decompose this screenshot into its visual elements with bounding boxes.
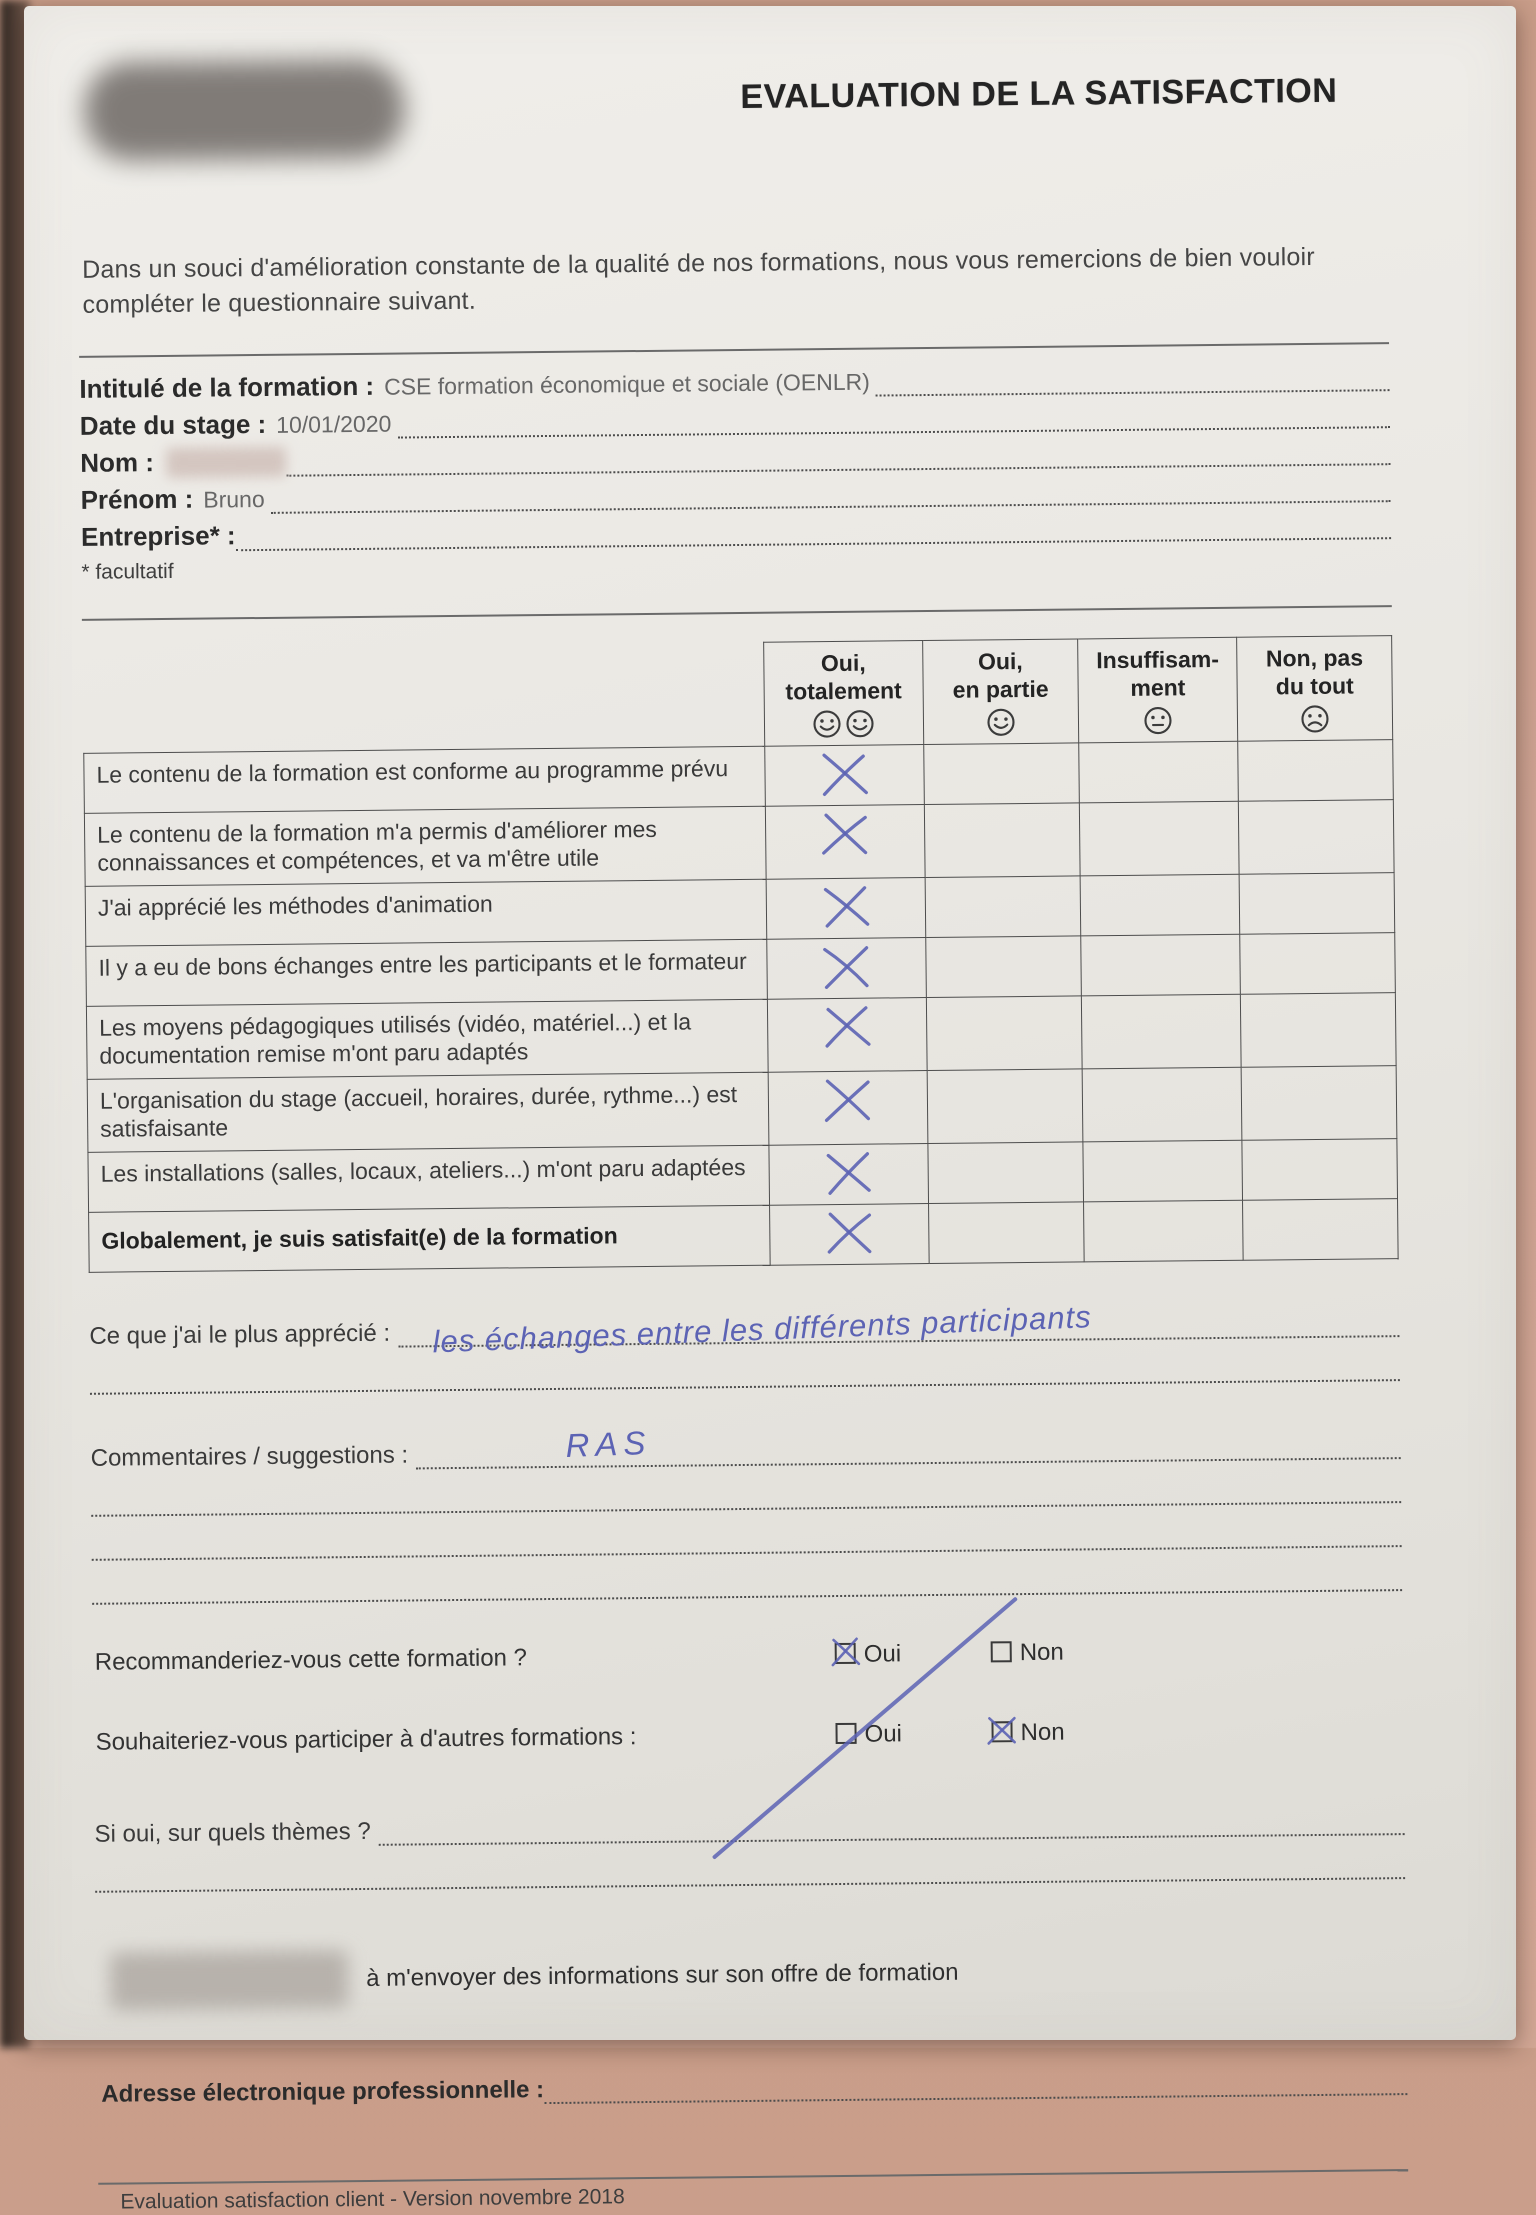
dotted-line: [235, 507, 1391, 551]
dotted-line: [544, 2064, 1407, 2105]
x-mark: [822, 1210, 876, 1257]
dotted-line: [398, 1299, 1400, 1360]
neutral-face-icon: [1143, 706, 1173, 736]
intro-text: Dans un souci d'amélioration constante de la qualité de nos formations, nous vous remercions de bien vouloir compléter le questionnaire suivant.: [82, 242, 1315, 319]
identity-fields: [79, 354, 1391, 585]
question-label: Souhaiteriez-vous participer à d'autres formations :: [95, 1723, 637, 1757]
answer-cell: [1084, 1201, 1244, 1263]
column-label: en partie: [952, 675, 1049, 703]
x-mark: [819, 884, 873, 931]
redacted-company-name: [110, 1951, 349, 2011]
column-label: du tout: [1275, 672, 1354, 699]
field-label: Prénom :: [80, 483, 194, 515]
column-label: Oui,: [820, 649, 866, 677]
question-text: L'organisation du stage (accueil, horaires, durée, rythme...) est satisfaisante: [87, 1073, 769, 1153]
column-label: ment: [1130, 673, 1186, 701]
answer-cell: [1081, 935, 1241, 997]
appreciated-label: Ce que j'ai le plus apprécié :: [89, 1320, 391, 1351]
answer-cell-checked: [768, 1071, 927, 1146]
comments-label: Commentaires / suggestions :: [90, 1441, 409, 1473]
column-oui-totalement: [764, 641, 924, 747]
double-smile-icon: [812, 709, 842, 739]
answer-cell: [928, 1142, 1084, 1204]
question-text: Le contenu de la formation m'a permis d'améliorer mes connaissances et compétences, et va m'être utile: [84, 806, 766, 886]
option-label: Oui: [864, 1720, 903, 1749]
header-spacer: [83, 642, 765, 753]
column-non-pas-du-tout: [1237, 636, 1393, 742]
consent-text: à m'envoyer des informations sur son offre de formation: [365, 1959, 959, 1993]
field-value: Bruno: [203, 485, 265, 513]
column-oui-en-partie: [922, 639, 1078, 745]
table-row: [89, 1199, 1399, 1273]
x-mark: [820, 1004, 874, 1051]
dotted-line: [92, 1534, 1402, 1562]
email-label: Adresse électronique professionnelle :: [101, 2076, 545, 2109]
x-mark: [817, 751, 871, 798]
table-header-row: [83, 636, 1393, 754]
answer-cell: [924, 803, 1080, 878]
email-row: [97, 2064, 1407, 2110]
question-other-trainings: [93, 1716, 1403, 1766]
x-mark: [828, 1636, 864, 1668]
answer-cell: [928, 1202, 1084, 1264]
answer-cell: [924, 743, 1080, 805]
smile-icon: [986, 707, 1016, 737]
divider: [82, 605, 1392, 621]
answer-cell: [1083, 1141, 1243, 1203]
option-non-checked: [991, 1719, 1064, 1748]
column-label: Non, pas: [1265, 644, 1364, 672]
facultatif-note: * facultatif: [81, 559, 174, 584]
answer-cell: [1082, 995, 1242, 1070]
dotted-line: [876, 359, 1390, 396]
answer-cell: [1243, 1199, 1398, 1261]
consent-row: [96, 1934, 1407, 2018]
column-label: Insuffisam-: [1096, 645, 1220, 674]
appreciated-row: [89, 1299, 1399, 1360]
field-label: Date du stage :: [79, 408, 267, 441]
column-label: totalement: [785, 676, 902, 705]
answer-cell-checked: [765, 805, 924, 880]
field-label: Intitulé de la formation :: [79, 370, 375, 404]
x-mark: [984, 1715, 1020, 1747]
option-label: Non: [1020, 1719, 1065, 1747]
question-text: J'ai apprécié les méthodes d'animation: [85, 879, 767, 946]
answer-cell: [926, 936, 1082, 998]
table-row: [87, 1066, 1397, 1153]
table-row: [86, 993, 1396, 1080]
dotted-line: [90, 1368, 1400, 1396]
frown-icon: [1300, 704, 1330, 734]
checkbox-checked: [991, 1722, 1012, 1743]
answer-cell: [1240, 933, 1395, 995]
answer-cell: [1080, 875, 1240, 937]
answer-cell: [1239, 873, 1394, 935]
handwritten-appreciated: les échanges entre les différents participants: [431, 1299, 1092, 1360]
page-title: EVALUATION DE LA SATISFACTION: [740, 71, 1338, 116]
x-mark: [821, 1077, 875, 1124]
question-text: Globalement, je suis satisfait(e) de la formation: [89, 1206, 771, 1273]
field-value: CSE formation économique et sociale (OENLR): [383, 368, 870, 400]
question-text: Les installations (salles, locaux, ateliers...) m'ont paru adaptées: [88, 1146, 770, 1213]
question-label: Recommanderiez-vous cette formation ?: [94, 1644, 528, 1677]
answer-cell: [1242, 1139, 1397, 1201]
checkbox-checked: [835, 1643, 856, 1664]
redacted-last-name: [166, 447, 286, 478]
answer-cell: [1239, 800, 1394, 875]
field-value: 10/01/2020: [276, 410, 392, 438]
question-text: Il y a eu de bons échanges entre les participants et le formateur: [86, 939, 768, 1006]
handwritten-comments: RAS: [565, 1424, 653, 1465]
field-label: Entreprise* :: [80, 520, 236, 552]
dotted-line: [95, 1866, 1405, 1894]
dotted-line: [416, 1424, 1401, 1470]
answer-cell: [926, 996, 1082, 1071]
x-mark: [818, 811, 872, 858]
answer-cell: [925, 876, 1081, 938]
field-label: Nom :: [80, 447, 155, 478]
answer-cell-checked: [770, 1204, 929, 1266]
question-text: Les moyens pédagogiques utilisés (vidéo, matériel...) et la documentation remise m'ont paru adaptés: [86, 999, 768, 1079]
question-text: Le contenu de la formation est conforme au programme prévu: [84, 746, 766, 813]
answer-cell: [1080, 801, 1240, 876]
answer-cell: [927, 1069, 1083, 1144]
form-footer: [98, 2170, 1408, 2215]
table-row: [84, 800, 1394, 887]
answer-cell-checked: [765, 745, 924, 807]
double-smile-icon: [845, 709, 875, 739]
answer-cell: [1082, 1068, 1242, 1143]
checkbox-empty: [991, 1642, 1012, 1663]
question-recommend: [93, 1636, 1403, 1686]
column-label: Oui,: [977, 648, 1023, 675]
option-label: Oui: [863, 1640, 902, 1669]
answer-cell-checked: [766, 878, 925, 940]
answer-cell: [1241, 1066, 1396, 1141]
option-label: Non: [1019, 1639, 1064, 1667]
blurred-logo: [84, 59, 405, 160]
answer-cell: [1238, 740, 1393, 802]
dotted-line: [92, 1578, 1402, 1606]
dotted-line: [91, 1490, 1401, 1518]
evaluation-table: [82, 635, 1398, 1273]
themes-label: Si oui, sur quels thèmes ?: [94, 1818, 371, 1849]
x-mark: [821, 1150, 875, 1197]
answer-cell-checked: [769, 1144, 928, 1206]
themes-block: [94, 1804, 1405, 1894]
option-non: [991, 1639, 1064, 1668]
answer-cell-checked: [767, 938, 926, 1000]
footer-text: Evaluation satisfaction client - Version novembre 2018: [120, 2185, 625, 2215]
answer-cell: [1079, 741, 1239, 803]
form-page: [24, 6, 1516, 2215]
answer-cell-checked: [767, 998, 926, 1073]
option-oui-checked: [835, 1641, 902, 1670]
comments-row: [90, 1424, 1400, 1474]
form-header: [76, 49, 1387, 175]
column-insuffisamment: [1078, 637, 1238, 743]
answer-cell: [1241, 993, 1396, 1068]
dotted-line: [379, 1804, 1405, 1847]
x-mark: [819, 944, 873, 991]
